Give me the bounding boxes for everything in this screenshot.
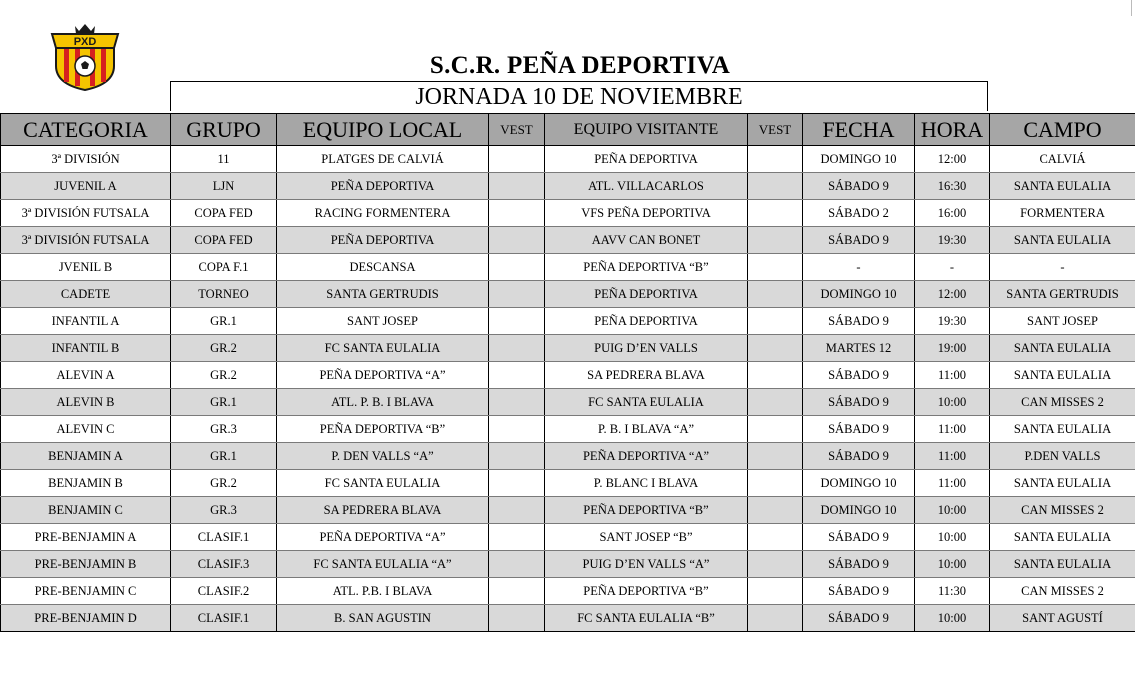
table-row — [1, 443, 1135, 470]
cell-campo: SANTA EULALIA — [990, 470, 1135, 497]
cell-hora: 16:00 — [915, 200, 990, 227]
cell-categoria: PRE-BENJAMIN C — [1, 578, 171, 605]
cell-vest-visitante — [748, 551, 803, 578]
cell-vest-visitante — [748, 146, 803, 173]
cell-grupo: GR.2 — [171, 362, 277, 389]
cell-categoria: ALEVIN B — [1, 389, 171, 416]
table-row — [1, 389, 1135, 416]
header-vest-visitante: VEST — [748, 114, 803, 146]
cell-grupo: 11 — [171, 146, 277, 173]
cell-equipo-local: RACING FORMENTERA — [277, 200, 489, 227]
header-hora: HORA — [915, 114, 990, 146]
cell-vest-visitante — [748, 416, 803, 443]
cell-categoria: JUVENIL A — [1, 173, 171, 200]
table-row — [1, 605, 1135, 632]
cell-hora: 10:00 — [915, 605, 990, 632]
cell-campo: P.DEN VALLS — [990, 443, 1135, 470]
cell-equipo-visitante: PEÑA DEPORTIVA “A” — [545, 443, 748, 470]
cell-categoria: ALEVIN C — [1, 416, 171, 443]
cell-equipo-local: PEÑA DEPORTIVA “A” — [277, 524, 489, 551]
cell-vest-visitante — [748, 173, 803, 200]
cell-equipo-local: SANTA GERTRUDIS — [277, 281, 489, 308]
cell-grupo: LJN — [171, 173, 277, 200]
cell-campo: CALVIÁ — [990, 146, 1135, 173]
cell-vest-visitante — [748, 335, 803, 362]
cell-hora: 10:00 — [915, 524, 990, 551]
matchday-subtitle: JORNADA 10 DE NOVIEMBRE — [170, 81, 988, 111]
cell-vest-local — [489, 578, 545, 605]
cell-equipo-local: ATL. P.B. I BLAVA — [277, 578, 489, 605]
table-row — [1, 335, 1135, 362]
cell-equipo-visitante: PEÑA DEPORTIVA — [545, 281, 748, 308]
cell-campo: SANT JOSEP — [990, 308, 1135, 335]
table-row — [1, 551, 1135, 578]
cell-equipo-visitante: FC SANTA EULALIA — [545, 389, 748, 416]
cell-grupo: CLASIF.2 — [171, 578, 277, 605]
cell-categoria: 3ª DIVISIÓN FUTSALA — [1, 227, 171, 254]
cell-equipo-local: SA PEDRERA BLAVA — [277, 497, 489, 524]
cell-campo: SANTA EULALIA — [990, 335, 1135, 362]
cell-fecha: DOMINGO 10 — [803, 470, 915, 497]
cell-fecha: SÁBADO 9 — [803, 443, 915, 470]
fixtures-table — [0, 113, 1135, 632]
cell-vest-local — [489, 443, 545, 470]
cell-vest-local — [489, 200, 545, 227]
table-header-row — [1, 114, 1135, 146]
cell-campo: SANTA EULALIA — [990, 416, 1135, 443]
cell-vest-visitante — [748, 389, 803, 416]
cell-grupo: CLASIF.3 — [171, 551, 277, 578]
fixtures-body — [1, 146, 1135, 632]
cell-equipo-local: DESCANSA — [277, 254, 489, 281]
cell-grupo: GR.2 — [171, 470, 277, 497]
header-fecha: FECHA — [803, 114, 915, 146]
cell-fecha: DOMINGO 10 — [803, 281, 915, 308]
cell-fecha: SÁBADO 9 — [803, 173, 915, 200]
cell-hora: 11:00 — [915, 443, 990, 470]
cell-hora: 16:30 — [915, 173, 990, 200]
cell-vest-visitante — [748, 200, 803, 227]
table-row — [1, 362, 1135, 389]
cell-campo: SANTA EULALIA — [990, 227, 1135, 254]
header-equipo-visitante: EQUIPO VISITANTE — [545, 114, 748, 146]
cell-equipo-local: PEÑA DEPORTIVA — [277, 227, 489, 254]
cell-vest-local — [489, 308, 545, 335]
table-row — [1, 497, 1135, 524]
cell-categoria: 3ª DIVISIÓN FUTSALA — [1, 200, 171, 227]
table-row — [1, 524, 1135, 551]
cell-campo: SANTA EULALIA — [990, 524, 1135, 551]
cell-vest-visitante — [748, 605, 803, 632]
cell-grupo: COPA FED — [171, 227, 277, 254]
cell-grupo: COPA FED — [171, 200, 277, 227]
cell-equipo-local: PLATGES DE CALVIÁ — [277, 146, 489, 173]
page-edge-mark — [1128, 0, 1132, 16]
cell-grupo: GR.3 — [171, 416, 277, 443]
cell-vest-local — [489, 470, 545, 497]
cell-vest-local — [489, 335, 545, 362]
cell-campo: SANTA EULALIA — [990, 362, 1135, 389]
table-row — [1, 470, 1135, 497]
cell-fecha: SÁBADO 2 — [803, 200, 915, 227]
cell-fecha: SÁBADO 9 — [803, 578, 915, 605]
cell-equipo-local: B. SAN AGUSTIN — [277, 605, 489, 632]
table-row — [1, 146, 1135, 173]
cell-categoria: PRE-BENJAMIN D — [1, 605, 171, 632]
cell-vest-visitante — [748, 524, 803, 551]
svg-text:PXD: PXD — [73, 36, 97, 48]
cell-fecha: - — [803, 254, 915, 281]
cell-categoria: JVENIL B — [1, 254, 171, 281]
cell-categoria: INFANTIL B — [1, 335, 171, 362]
cell-equipo-local: FC SANTA EULALIA — [277, 470, 489, 497]
cell-equipo-visitante: VFS PEÑA DEPORTIVA — [545, 200, 748, 227]
cell-fecha: SÁBADO 9 — [803, 227, 915, 254]
cell-categoria: ALEVIN A — [1, 362, 171, 389]
cell-equipo-visitante: PEÑA DEPORTIVA “B” — [545, 497, 748, 524]
cell-campo: - — [990, 254, 1135, 281]
cell-fecha: SÁBADO 9 — [803, 362, 915, 389]
cell-vest-local — [489, 362, 545, 389]
cell-grupo: GR.1 — [171, 443, 277, 470]
cell-fecha: SÁBADO 9 — [803, 551, 915, 578]
cell-equipo-local: PEÑA DEPORTIVA “A” — [277, 362, 489, 389]
cell-equipo-visitante: FC SANTA EULALIA “B” — [545, 605, 748, 632]
cell-vest-visitante — [748, 470, 803, 497]
cell-campo: CAN MISSES 2 — [990, 389, 1135, 416]
cell-fecha: MARTES 12 — [803, 335, 915, 362]
header-categoria: CATEGORIA — [1, 114, 171, 146]
table-row — [1, 308, 1135, 335]
cell-hora: 10:00 — [915, 551, 990, 578]
cell-equipo-visitante: AAVV CAN BONET — [545, 227, 748, 254]
header-vest-local: VEST — [489, 114, 545, 146]
cell-campo: SANTA EULALIA — [990, 173, 1135, 200]
cell-vest-local — [489, 416, 545, 443]
cell-vest-visitante — [748, 281, 803, 308]
cell-campo: SANTA GERTRUDIS — [990, 281, 1135, 308]
cell-hora: 11:30 — [915, 578, 990, 605]
cell-grupo: COPA F.1 — [171, 254, 277, 281]
cell-equipo-visitante: P. B. I BLAVA “A” — [545, 416, 748, 443]
cell-vest-local — [489, 497, 545, 524]
cell-vest-local — [489, 146, 545, 173]
cell-vest-visitante — [748, 362, 803, 389]
cell-campo: CAN MISSES 2 — [990, 497, 1135, 524]
cell-categoria: PRE-BENJAMIN B — [1, 551, 171, 578]
table-row — [1, 254, 1135, 281]
cell-categoria: BENJAMIN A — [1, 443, 171, 470]
cell-vest-visitante — [748, 254, 803, 281]
cell-vest-local — [489, 389, 545, 416]
cell-equipo-visitante: PEÑA DEPORTIVA — [545, 308, 748, 335]
cell-campo: SANT AGUSTÍ — [990, 605, 1135, 632]
cell-categoria: BENJAMIN B — [1, 470, 171, 497]
cell-hora: 19:00 — [915, 335, 990, 362]
cell-vest-local — [489, 281, 545, 308]
cell-equipo-visitante: PEÑA DEPORTIVA “B” — [545, 578, 748, 605]
cell-equipo-local: FC SANTA EULALIA — [277, 335, 489, 362]
cell-campo: CAN MISSES 2 — [990, 578, 1135, 605]
cell-fecha: SÁBADO 9 — [803, 605, 915, 632]
table-row — [1, 281, 1135, 308]
table-row — [1, 578, 1135, 605]
cell-equipo-visitante: PEÑA DEPORTIVA — [545, 146, 748, 173]
cell-equipo-visitante: PEÑA DEPORTIVA “B” — [545, 254, 748, 281]
cell-vest-local — [489, 173, 545, 200]
cell-hora: - — [915, 254, 990, 281]
cell-categoria: 3ª DIVISIÓN — [1, 146, 171, 173]
cell-hora: 11:00 — [915, 362, 990, 389]
cell-equipo-local: FC SANTA EULALIA “A” — [277, 551, 489, 578]
header-campo: CAMPO — [990, 114, 1135, 146]
club-title: S.C.R. PEÑA DEPORTIVA — [429, 52, 731, 79]
cell-fecha: DOMINGO 10 — [803, 146, 915, 173]
table-row — [1, 416, 1135, 443]
cell-fecha: DOMINGO 10 — [803, 497, 915, 524]
cell-equipo-visitante: P. BLANC I BLAVA — [545, 470, 748, 497]
cell-grupo: GR.1 — [171, 389, 277, 416]
cell-equipo-visitante: PUIG D’EN VALLS — [545, 335, 748, 362]
cell-equipo-local: SANT JOSEP — [277, 308, 489, 335]
cell-hora: 10:00 — [915, 497, 990, 524]
cell-equipo-local: ATL. P. B. I BLAVA — [277, 389, 489, 416]
cell-grupo: GR.3 — [171, 497, 277, 524]
cell-vest-local — [489, 524, 545, 551]
table-row — [1, 200, 1135, 227]
cell-fecha: SÁBADO 9 — [803, 308, 915, 335]
cell-campo: SANTA EULALIA — [990, 551, 1135, 578]
cell-hora: 10:00 — [915, 389, 990, 416]
club-crest-logo — [48, 22, 122, 92]
cell-equipo-local: P. DEN VALLS “A” — [277, 443, 489, 470]
cell-fecha: SÁBADO 9 — [803, 389, 915, 416]
cell-grupo: TORNEO — [171, 281, 277, 308]
cell-hora: 11:00 — [915, 470, 990, 497]
cell-grupo: CLASIF.1 — [171, 524, 277, 551]
cell-hora: 19:30 — [915, 227, 990, 254]
cell-categoria: INFANTIL A — [1, 308, 171, 335]
cell-grupo: CLASIF.1 — [171, 605, 277, 632]
cell-fecha: SÁBADO 9 — [803, 524, 915, 551]
table-row — [1, 227, 1135, 254]
cell-vest-local — [489, 551, 545, 578]
cell-equipo-visitante: PUIG D’EN VALLS “A” — [545, 551, 748, 578]
table-row — [1, 173, 1135, 200]
cell-equipo-visitante: SANT JOSEP “B” — [545, 524, 748, 551]
cell-vest-visitante — [748, 497, 803, 524]
cell-equipo-local: PEÑA DEPORTIVA “B” — [277, 416, 489, 443]
cell-hora: 11:00 — [915, 416, 990, 443]
cell-vest-visitante — [748, 578, 803, 605]
cell-equipo-visitante: ATL. VILLACARLOS — [545, 173, 748, 200]
cell-categoria: BENJAMIN C — [1, 497, 171, 524]
cell-vest-local — [489, 227, 545, 254]
cell-hora: 19:30 — [915, 308, 990, 335]
cell-hora: 12:00 — [915, 281, 990, 308]
cell-vest-local — [489, 254, 545, 281]
cell-vest-visitante — [748, 227, 803, 254]
cell-grupo: GR.2 — [171, 335, 277, 362]
cell-equipo-visitante: SA PEDRERA BLAVA — [545, 362, 748, 389]
cell-grupo: GR.1 — [171, 308, 277, 335]
cell-categoria: PRE-BENJAMIN A — [1, 524, 171, 551]
cell-hora: 12:00 — [915, 146, 990, 173]
header-equipo-local: EQUIPO LOCAL — [277, 114, 489, 146]
cell-fecha: SÁBADO 9 — [803, 416, 915, 443]
cell-campo: FORMENTERA — [990, 200, 1135, 227]
header-grupo: GRUPO — [171, 114, 277, 146]
cell-vest-visitante — [748, 443, 803, 470]
cell-vest-local — [489, 605, 545, 632]
cell-vest-visitante — [748, 308, 803, 335]
cell-equipo-local: PEÑA DEPORTIVA — [277, 173, 489, 200]
cell-categoria: CADETE — [1, 281, 171, 308]
